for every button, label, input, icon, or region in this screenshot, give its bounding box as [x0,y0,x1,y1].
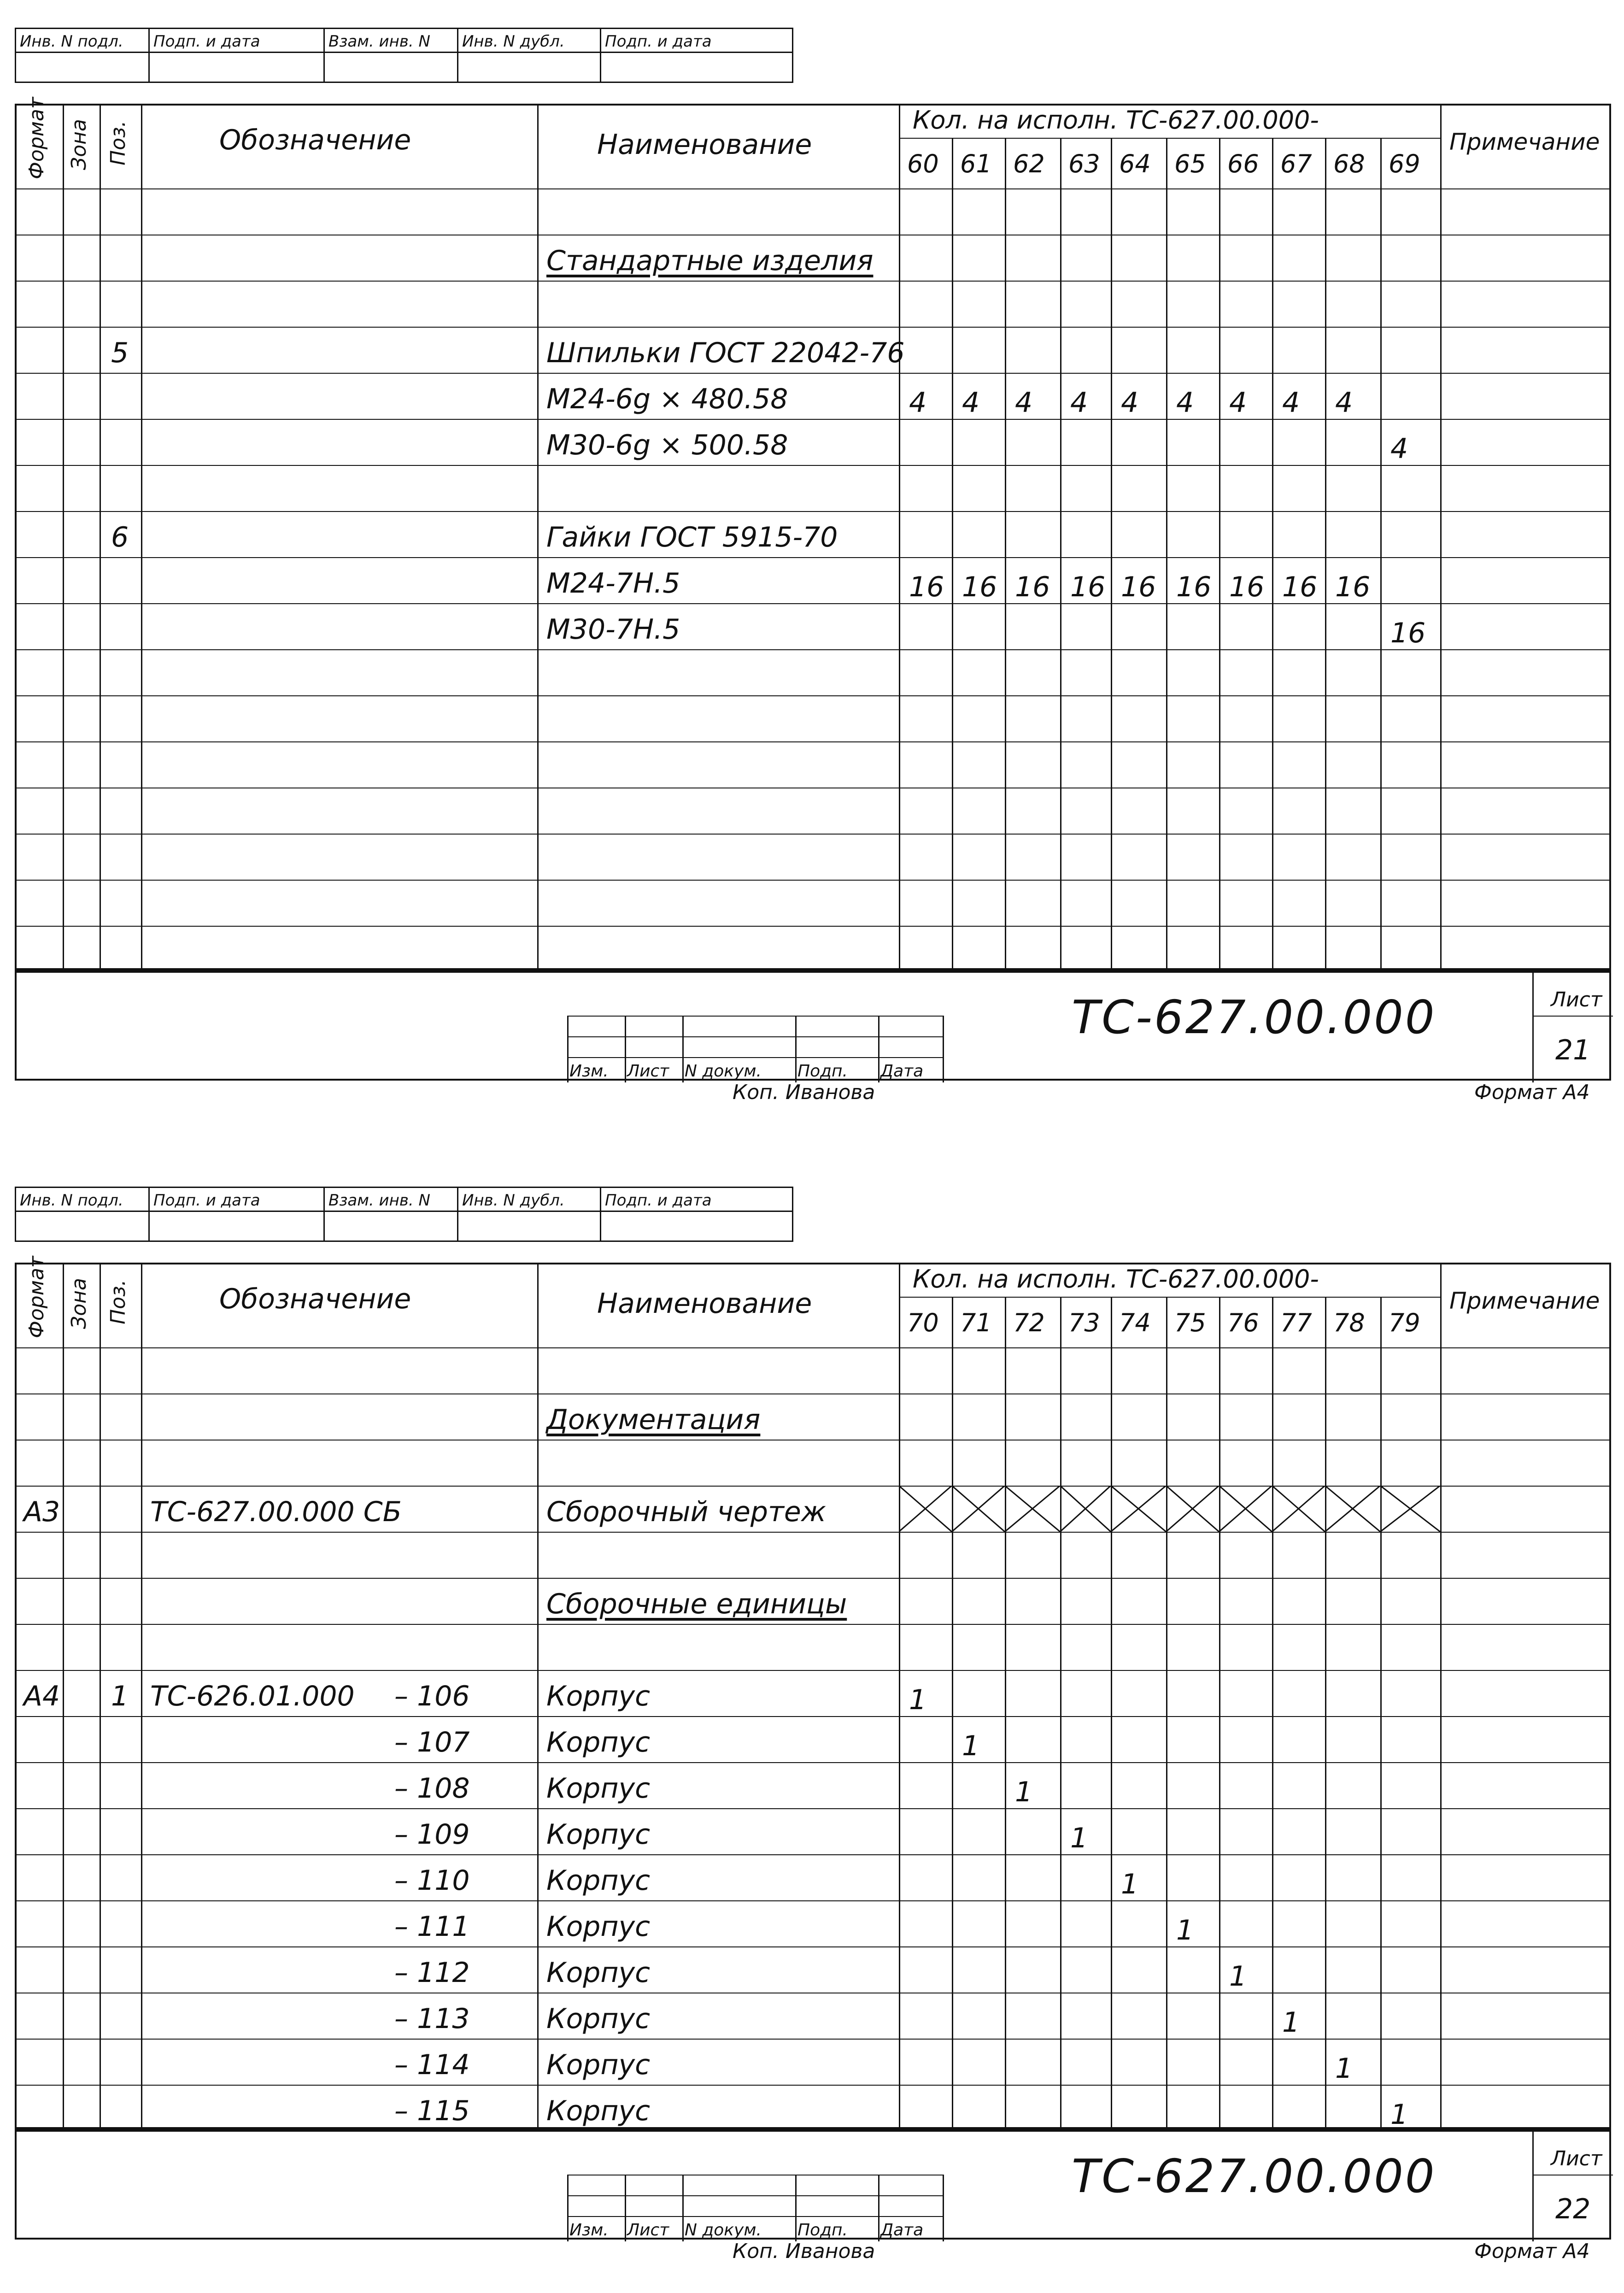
designation-suffix: – 110 [394,1864,470,1897]
table-row-line [17,1532,1609,1533]
document-code: ТС-627.00.000 [1072,990,1436,1044]
position-cell: 6 [111,521,129,553]
name-cell: Сборочный чертеж [546,1496,826,1528]
variant-header: 64 [1119,149,1151,178]
qty-header-divider [899,138,1440,139]
variant-header: 62 [1013,149,1045,178]
qty-cell: 16 [1121,571,1156,603]
column-divider [952,1297,953,2131]
name-cell: Сборочные единицы [546,1588,847,1620]
stamp-label: Подп. и дата [600,1187,793,1212]
column-divider [1272,138,1273,972]
title-block-label: Подп. [797,2221,848,2240]
designation-suffix: – 111 [394,1911,470,1943]
variant-header: 71 [960,1308,992,1337]
variant-header: 67 [1280,149,1312,178]
variant-header: 66 [1227,149,1259,178]
title-block-divider [878,1016,879,1082]
title-block-divider [682,2175,684,2241]
qty-cell: 4 [1229,387,1247,419]
designation-suffix: – 106 [394,1680,470,1712]
title-block-label: Дата [880,2221,924,2240]
table-row-line [17,1808,1609,1809]
table-row-line [17,1347,1609,1348]
col-qty-header: Кол. на исполн. ТС-627.00.000- [913,106,1319,135]
qty-cell: 1 [962,1730,980,1762]
qty-cell: 16 [1229,571,1265,603]
name-cell: Корпус [546,2095,651,2127]
column-divider [1166,138,1167,972]
name-cell: М24-7Н.5 [546,567,680,600]
col-designation-header: Обозначение [219,124,411,156]
table-row-line [17,1946,1609,1947]
title-block-line [567,2195,943,2196]
title-block [15,970,1611,1081]
column-divider [537,1264,539,2131]
table-row-line [17,327,1609,328]
table-row-line [17,1762,1609,1763]
title-block-line [567,1016,943,1017]
designation-suffix: – 109 [394,1818,470,1851]
spec-table [15,1256,1611,2131]
qty-cell: 4 [1015,387,1033,419]
qty-cell: 1 [1390,2099,1408,2131]
column-divider [63,106,64,972]
variant-header: 60 [907,149,939,178]
col-name-header: Наименование [597,129,812,161]
qty-cell: 1 [1176,1914,1194,1946]
stamp-box [457,52,600,83]
stamp-label: Инв. N дубл. [457,1187,600,1212]
table-row-line [17,1670,1609,1671]
format-cell: А3 [23,1496,60,1528]
col-format-header: Формат [25,1256,48,1338]
qty-cell: 1 [1229,1960,1247,1993]
stamp-label: Подп. и дата [600,28,793,53]
variant-header: 65 [1174,149,1206,178]
table-row-line [17,557,1609,558]
col-qty-header: Кол. на исполн. ТС-627.00.000- [913,1264,1319,1293]
col-designation-header: Обозначение [219,1283,411,1315]
name-cell: Документация [546,1404,761,1436]
stamp-label: Взам. инв. N [323,1187,457,1212]
variant-header: 79 [1389,1308,1420,1337]
column-divider [1060,138,1061,972]
column-divider [1111,138,1112,972]
sheet-label: Лист [1551,2147,1602,2170]
table-row-line [17,1393,1609,1394]
column-divider [899,1264,900,2131]
qty-cell: 16 [1070,571,1106,603]
title-block-label: N докум. [685,2221,762,2240]
table-row-line [17,1900,1609,1901]
qty-cell: 16 [1015,571,1050,603]
spec-table [15,97,1611,970]
variant-header: 70 [907,1308,939,1337]
title-block-divider [943,1016,944,1082]
title-block-divider [567,1016,569,1082]
table-row-line [17,1716,1609,1717]
stamp-label: Инв. N подл. [15,28,148,53]
title-block-label: Изм. [569,1062,609,1081]
stamp-box [323,1211,457,1242]
title-block-line [567,1057,943,1058]
column-divider [1005,138,1006,972]
column-divider [1380,1297,1382,2131]
designation-suffix: – 114 [394,2049,470,2081]
name-cell: Корпус [546,1680,651,1712]
format-label: Формат А4 [1474,1081,1590,1104]
qty-cell: 4 [1390,433,1408,465]
title-block [15,2129,1611,2240]
table-row-line [17,741,1609,742]
name-cell: М24-6g × 480.58 [546,383,788,415]
name-cell: Гайки ГОСТ 5915-70 [546,521,838,553]
table-row-line [17,603,1609,604]
sheet-label: Лист [1551,988,1602,1011]
name-cell: Корпус [546,1818,651,1851]
format-cell: А4 [23,1680,60,1712]
name-cell: М30-7Н.5 [546,613,680,646]
table-row-line [17,926,1609,927]
qty-cell: 16 [1176,571,1212,603]
column-divider [1219,1297,1220,2131]
qty-cell: 4 [1335,387,1353,419]
qty-cell: 4 [962,387,980,419]
column-divider [899,106,900,972]
designation-suffix: – 115 [394,2095,470,2127]
name-cell: Корпус [546,1957,651,1989]
copied-by: Коп. Иванова [733,2240,875,2263]
title-block-label: Лист [627,2221,669,2240]
sheet-22 [0,1187,1624,2293]
title-block-label: N докум. [685,1062,762,1081]
table-row-line [17,419,1609,420]
qty-cell: 1 [1121,1868,1139,1900]
sheet-number: 21 [1555,1034,1591,1066]
position-cell: 5 [111,337,129,369]
column-divider [1325,138,1326,972]
designation-cell: ТС-627.00.000 СБ [150,1496,402,1528]
designation-suffix: – 108 [394,1772,470,1805]
qty-cell: 16 [909,571,944,603]
title-block-label: Дата [880,1062,924,1081]
designation-suffix: – 113 [394,2003,470,2035]
table-row-line [17,880,1609,881]
column-divider [1440,1264,1442,2131]
stamp-label: Инв. N подл. [15,1187,148,1212]
table-row-line [17,649,1609,650]
col-zone-header: Зона [67,119,91,170]
name-cell: Корпус [546,2003,651,2035]
variant-header: 69 [1389,149,1420,178]
table-row-line [17,1578,1609,1579]
name-cell: Корпус [546,1726,651,1758]
column-divider [1325,1297,1326,2131]
column-divider [1380,138,1382,972]
stamp-box [148,52,323,83]
variant-header: 61 [960,149,992,178]
title-block-line [567,2216,943,2217]
column-divider [952,138,953,972]
column-divider [1111,1297,1112,2131]
column-divider [1272,1297,1273,2131]
title-block-divider [795,2175,797,2241]
title-block-divider [1532,2131,1534,2241]
column-divider [1060,1297,1061,2131]
table-row-line [17,2039,1609,2040]
col-note-header: Примечание [1449,1288,1600,1314]
table-row-line [17,281,1609,282]
table-row-line [17,188,1609,189]
title-block-line [567,1036,943,1037]
variant-header: 68 [1333,149,1365,178]
variant-header: 77 [1280,1308,1312,1337]
title-block-label: Подп. [797,1062,848,1081]
table-row-line [17,1854,1609,1855]
name-cell: М30-6g × 500.58 [546,429,788,461]
variant-header: 72 [1013,1308,1045,1337]
qty-cell: 1 [1335,2052,1353,2085]
column-divider [537,106,539,972]
table-row-line [17,695,1609,696]
designation-cell: ТС-626.01.000 [150,1680,355,1712]
title-block-divider [625,2175,626,2241]
stamp-label: Взам. инв. N [323,28,457,53]
copied-by: Коп. Иванова [733,1081,875,1104]
column-divider [63,1264,64,2131]
name-cell: Корпус [546,2049,651,2081]
name-cell: Шпильки ГОСТ 22042-76 [546,337,905,369]
qty-cell: 1 [909,1684,927,1716]
variant-header: 76 [1227,1308,1259,1337]
column-divider [1005,1297,1006,2131]
stamp-box [457,1211,600,1242]
title-block-divider [1532,972,1534,1082]
qty-cell: 4 [909,387,927,419]
title-block-divider [567,2175,569,2241]
col-zone-header: Зона [67,1278,91,1329]
sheet-number: 22 [1555,2193,1591,2225]
designation-suffix: – 107 [394,1726,470,1758]
qty-cell: 4 [1121,387,1139,419]
name-cell: Стандартные изделия [546,245,874,277]
stamp-label: Подп. и дата [148,1187,323,1212]
designation-suffix: – 112 [394,1957,470,1989]
crossed-cells [899,1486,1440,1532]
qty-cell: 1 [1015,1776,1033,1808]
col-pos-header: Поз. [106,120,130,165]
qty-header-divider [899,1297,1440,1298]
stamp-label: Подп. и дата [148,28,323,53]
title-block-divider [625,1016,626,1082]
qty-cell: 1 [1070,1822,1088,1854]
name-cell: Корпус [546,1864,651,1897]
table-row-line [17,511,1609,512]
name-cell: Корпус [546,1772,651,1805]
qty-cell: 16 [1282,571,1318,603]
col-name-header: Наименование [597,1288,812,1320]
title-block-divider [682,1016,684,1082]
col-format-header: Формат [25,97,48,179]
position-cell: 1 [111,1680,129,1712]
col-note-header: Примечание [1449,129,1600,155]
title-block-divider [795,1016,797,1082]
table-row-line [17,373,1609,374]
stamp-box [600,52,793,83]
variant-header: 73 [1068,1308,1100,1337]
col-pos-header: Поз. [106,1279,130,1324]
table-row-line [17,465,1609,466]
variant-header: 78 [1333,1308,1365,1337]
table-row-line [17,2085,1609,2086]
column-divider [141,106,142,972]
title-block-label: Лист [627,1062,669,1081]
qty-cell: 16 [1390,617,1426,649]
sheet-no-divider [1532,1016,1613,1017]
stamp-box [323,52,457,83]
stamp-box [600,1211,793,1242]
qty-cell: 4 [1282,387,1300,419]
table-row-line [17,1624,1609,1625]
title-block-divider [943,2175,944,2241]
stamp-box [15,1211,148,1242]
title-block-divider [878,2175,879,2241]
variant-header: 63 [1068,149,1100,178]
column-divider [1219,138,1220,972]
variant-header: 75 [1174,1308,1206,1337]
qty-cell: 16 [1335,571,1371,603]
name-cell: Корпус [546,1911,651,1943]
column-divider [1166,1297,1167,2131]
variant-header: 74 [1119,1308,1151,1337]
column-divider [100,1264,101,2131]
qty-cell: 4 [1070,387,1088,419]
format-label: Формат А4 [1474,2240,1590,2263]
document-code: ТС-627.00.000 [1072,2149,1436,2203]
column-divider [141,1264,142,2131]
sheet-21 [0,28,1624,1161]
title-block-label: Изм. [569,2221,609,2240]
table-row-line [17,834,1609,835]
qty-cell: 16 [962,571,997,603]
qty-cell: 1 [1282,2006,1300,2039]
stamp-label: Инв. N дубл. [457,28,600,53]
stamp-box [148,1211,323,1242]
stamp-box [15,52,148,83]
column-divider [100,106,101,972]
qty-cell: 4 [1176,387,1194,419]
column-divider [1440,106,1442,972]
